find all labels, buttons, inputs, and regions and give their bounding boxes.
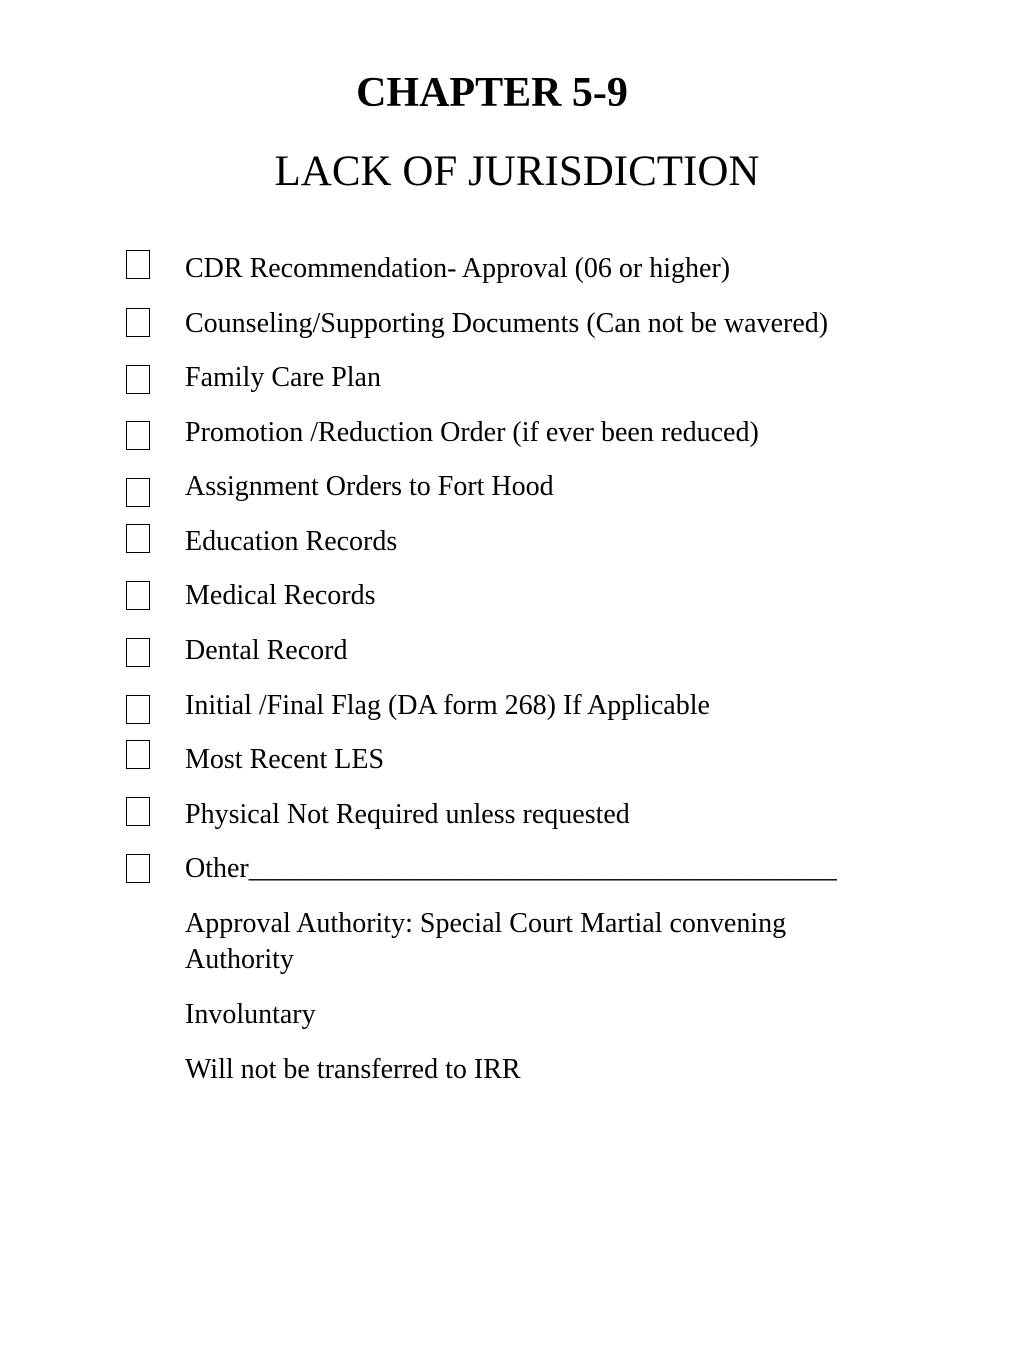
checklist-item-label: Assignment Orders to Fort Hood — [185, 471, 554, 502]
checklist-item-label: CDR Recommendation- Approval (06 or higher) — [185, 253, 731, 284]
checklist-item-label: Family Care Plan — [185, 362, 381, 393]
checkbox[interactable] — [126, 695, 150, 724]
checkbox[interactable] — [126, 740, 150, 769]
irr-note: Will not be transferred to IRR — [185, 1054, 521, 1085]
approval-authority-line2: Authority — [185, 944, 294, 975]
checklist-item-label: Promotion /Reduction Order (if ever been reduced) — [185, 417, 759, 448]
checklist-item-label: Dental Record — [185, 635, 348, 666]
checkbox[interactable] — [126, 854, 150, 883]
approval-authority-line1: Approval Authority: Special Court Martial convening — [185, 908, 787, 939]
checklist-item-label: Other__________________________________________ — [185, 853, 837, 884]
checklist-item-label: Most Recent LES — [185, 744, 385, 775]
chapter-title: CHAPTER 5-9 — [356, 70, 628, 116]
checkbox[interactable] — [126, 638, 150, 667]
checkbox[interactable] — [126, 308, 150, 337]
checklist-item-label: Education Records — [185, 526, 398, 557]
checkbox[interactable] — [126, 365, 150, 394]
involuntary-note: Involuntary — [185, 999, 316, 1030]
checkbox[interactable] — [126, 478, 150, 507]
checklist-item-label: Physical Not Required unless requested — [185, 799, 630, 830]
checklist-item-label: Initial /Final Flag (DA form 268) If Applicable — [185, 690, 710, 721]
checkbox[interactable] — [126, 421, 150, 450]
checkbox[interactable] — [126, 524, 150, 553]
checkbox[interactable] — [126, 797, 150, 826]
checklist-item-label: Medical Records — [185, 580, 376, 611]
checkbox[interactable] — [126, 250, 150, 279]
section-title: LACK OF JURISDICTION — [274, 148, 760, 195]
checklist-item-label: Counseling/Supporting Documents (Can not be wavered) — [185, 308, 829, 339]
checkbox[interactable] — [126, 581, 150, 610]
